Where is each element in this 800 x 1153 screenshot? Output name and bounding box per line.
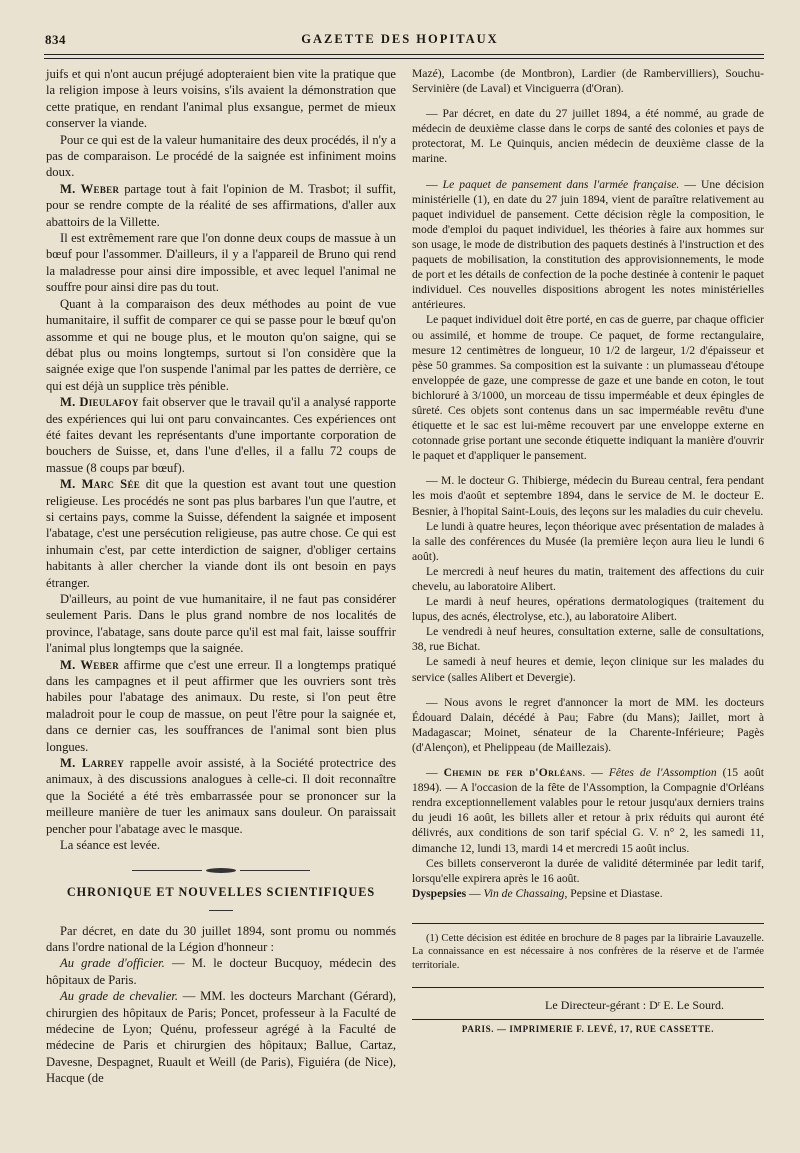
paragraph: [46, 476, 396, 591]
ornament-line: [132, 870, 202, 871]
paragraph: D'ailleurs, au point de vue humanitaire, il ne faut pas considérer seulement Paris. Dans le plus grand nombre de nos localités de province, l'abatage, sans doute parce qu'il est mal fait, laisse souffrir l'animal plus longtemps que la saignée.: [46, 592, 396, 656]
right-column: [412, 66, 764, 1034]
advertisement-line: [412, 886, 764, 901]
grade-label: Au grade d'officier.: [60, 956, 165, 971]
printer-rule: [412, 1019, 764, 1020]
speaker-name: M. Weber: [60, 181, 120, 196]
paragraph: Par décret, en date du 30 juillet 1894, sont promu ou nommés dans l'ordre national de la Légion d'honneur :: [46, 923, 396, 954]
paragraph-text: rappelle avoir assisté, à la Société protectrice des animaux, à des discussions analogues à celle-ci. Il doit reconnaître que la Société a été très embarrassée pour se prononcer sur la meilleure manière de tuer les animaux sans douleur. On paraissait pencher pour l'abatage avec le masque.: [46, 756, 396, 836]
paragraph: — Par décret, en date du 27 juillet 1894, a été nommé, au grade de médecin de deuxième classe dans le corps de santé des colonies et pays de protectorat, M. Le Quinquis, ancien médecin de deuxième classe de la marine.: [412, 107, 764, 166]
header-rule-thin: [44, 58, 764, 59]
speaker-name: M. Marc Sée: [60, 477, 141, 492]
paragraph: [46, 988, 396, 1086]
paragraph: — Le paquet de pansement dans l'armée française. — Une décision ministérielle (1), en date du 27 juin 1894, vient de paraître relativement au paquet individuel de pansement. Cette décision règle la composition, le mode d'emploi du paquet individuel, les théories à faire aux hommes sur son usage, le mode de distribution des paquets destinés à l'instruction et des paquets de mobilisation, la constitution des approvisionnements, le mode de port et les détails de confection de la poche destinée à contenir le paquet individuel. Ces nouvelles dispositions abrogent les notes ministérielles antérieures.: [412, 177, 764, 312]
separator: . —: [582, 766, 609, 780]
company-name: Chemin de fer d'Orléans: [443, 766, 583, 780]
paragraph: Le lundi à quatre heures, leçon théorique avec présentation de malades à la salle des conférences du Musée (la première leçon aura lieu le lundi 6 août).: [412, 519, 764, 563]
paragraph-text: partage tout à fait l'opinion de M. Trasbot; il suffit, pour se rendre compte de la réalité de ses affirmations, d'aller aux abattoirs de la Villette.: [46, 181, 396, 229]
paragraph-text: — MM. les docteurs Marchant (Gérard), chirurgien des hôpitaux de Paris; Poncet, professeur à la Faculté de médecine de Lyon; Quénu, professeur agrégé à la Faculté de médecine de Paris et chirurgien des hôpitaux; Ballue, Cartaz, Davesne, Despagnet, Ruault et Weill (de Paris), Figuiéra (de Nice), Hacque (de: [46, 989, 396, 1086]
heading-underline: [209, 910, 233, 911]
paragraph: [46, 955, 396, 988]
paragraph: Le paquet individuel doit être porté, en cas de guerre, par chaque officier ou assimilé, et homme de troupe. Ce paquet, de forme rectangulaire, mesure 12 centimètres de longueur, 10 1/2 de largeur, 1/2 d'épaisseur et pèse 50 grammes. Sa composition est la suivante : un plumasseau d'étoupe enveloppée de gaze, une compresse de gaze et une bande en coton, le tout bichloruré à 3/1000, un morceau de tissu imperméable et deux épingles de sûreté. Ces objets sont contenus dans un sac imperméable revêtu d'une étiquette et le sac est lui-même recouvert par une enveloppe externe en cotonnade grise portant une seconde étiquette indiquant la manière d'ouvrir le paquet et d'appliquer le pansement.: [412, 313, 764, 463]
paragraph: [46, 755, 396, 837]
paragraph: Le mercredi à neuf heures du matin, traitement des affections du cuir chevelu, au laboratoire Alibert.: [412, 564, 764, 593]
dash: —: [426, 766, 444, 780]
running-head: GAZETTE DES HOPITAUX: [301, 32, 499, 46]
ornament-center: [206, 868, 236, 873]
paragraph: Le mardi à neuf heures, opérations dermatologiques (traitement du lupus, des acnés, électrolyse, etc.), au laboratoire Alibert.: [412, 595, 764, 624]
news-title: Fêtes de l'Assomption: [608, 766, 717, 780]
separator: —: [466, 886, 484, 900]
paragraph-text: fait observer que le travail qu'il a analysé rapporte des expériences qui lui ont paru convaincantes. Ces expériences ont été faites devant les représentants d'une importante corporation de bouchers de Suisse, et, dans l'une d'elles, il a fallu 72 coups de massue (8 coups par bœuf).: [46, 395, 396, 475]
paragraph: [46, 657, 396, 755]
paragraph: [46, 181, 396, 230]
paragraph-text: dit que la question est avant tout une question religieuse. Les procédés ne sont pas plus barbares l'un que l'autre, et si certains pays, comme la Suisse, défendent la saignée et imposent l'abatage, c'est une persécution religieuse, pas autre chose. Ce qui est inhumain c'est, par cette interdiction de saigner, d'obliger certains habitants à aller chercher la viande dont ils ont besoin en pays étranger.: [46, 477, 396, 590]
session-closing: La séance est levée.: [60, 838, 160, 853]
paragraph: Pour ce qui est de la valeur humanitaire des deux procédés, il n'y a pas de comparaison. Le procédé de la saignée est infiniment moins doux.: [46, 132, 396, 180]
news-title: Le paquet de pansement dans l'armée française.: [442, 177, 680, 191]
footer-rule: [412, 987, 764, 988]
paragraph: — M. le docteur G. Thibierge, médecin du Bureau central, fera pendant les mois d'août et septembre 1894, dans le service de M. le docteur E. Besnier, à l'hopital Saint-Louis, des leçons sur les maladies du cuir chevelu.: [412, 474, 764, 518]
page-number: 834: [45, 32, 66, 47]
ornament-divider: [46, 868, 396, 873]
paragraph: Il est extrêmement rare que l'on donne deux coups de massue à un bœuf pour l'assommer. D'ailleurs, il y a l'appareil de Bruno qui rend la maladresse pour ainsi dire impossible, et avec lequel l'animal ne souffre pour ainsi dire pas du tout.: [46, 231, 396, 295]
section-heading: CHRONIQUE ET NOUVELLES SCIENTIFIQUES: [66, 884, 376, 899]
speaker-name: M. Weber: [60, 657, 120, 672]
paragraph: — Nous avons le regret d'annoncer la mort de MM. les docteurs Édouard Dalain, décédé à Pau; Fabre (du Mans); Jaillet, mort à Madagascar; Moinet, sénateur de la Charente-Inférieure; Pagès (d'Alençon), et Phelippeau (de Maillezais).: [412, 695, 764, 754]
footnote-rule: [412, 923, 764, 924]
paragraph-text: — Une décision ministérielle (1), en date du 27 juin 1894, vient de paraître relativement au paquet individuel de pansement. Cette décision règle la composition, le mode d'emploi du paquet individuel, les théories à faire aux hommes sur son usage, le mode de distribution des paquets destinés à l'instruction et des paquets de mobilisation, la constitution des approvisionnements, le mode de port et les détails de confection de la poche destinée à contenir le paquet individuel. Ces nouvelles dispositions abrogent les notes ministérielles antérieures.: [412, 177, 764, 312]
ad-text: , Pepsine et Diastase.: [564, 886, 663, 900]
paragraph: Le samedi à neuf heures et demie, leçon clinique sur les malades du service (salles Alibert et Devergie).: [412, 655, 764, 684]
speaker-name: M. Dieulafoy: [60, 395, 139, 410]
ad-product: Vin de Chassaing: [483, 886, 565, 900]
footnote: (1) Cette décision est éditée en brochure de 8 pages par la librairie Lavauzelle. La connaissance en est nécessaire à nos confrères de la réserve et de l'armée territoriale.: [412, 932, 764, 972]
paragraph: Ces billets conserveront la durée de validité déterminée par ledit tarif, lorsqu'elle expirera après le 16 août.: [412, 856, 764, 885]
ad-keyword: Dyspepsies: [412, 886, 467, 900]
director-signature: Le Directeur-gérant : Dʳ E. Le Sourd.: [545, 997, 724, 1012]
printer-imprint: PARIS. — IMPRIMERIE F. LEVÉ, 17, RUE CASSETTE.: [461, 1023, 715, 1034]
paragraph: [46, 394, 396, 476]
paragraph: [412, 765, 764, 856]
paragraph-text: affirme que c'est une erreur. Il a longtemps pratiqué dans les campagnes et il peut affirmer que les ouvriers sont très habiles pour l'abatage des animaux. Du reste, si l'on peut être maladroit pour le coup de massue, on peut l'être pour la saignée et, dans ce dernier cas, les souffrances de l'animal sont bien plus longues.: [46, 657, 396, 754]
ornament-line: [240, 870, 310, 871]
paragraph: Quant à la comparaison des deux méthodes au point de vue humanitaire, il suffit de comparer ce qui se passe pour le bœuf qu'on assomme et qui ne bouge plus, et le mouton qu'on saigne, qui se débat plus ou moins longtemps, surtout si l'on considère que la saignée exige que l'on suspende l'animal par les pattes de derrière, ce qui est déjà un supplice très pénible.: [46, 296, 396, 393]
paragraph: Mazé), Lacombe (de Montbron), Lardier (de Rambervilliers), Souchu-Servinière (de Laval) et Vinciguerra (d'Oran).: [412, 67, 764, 96]
speaker-name: M. Larrey: [60, 756, 125, 771]
paragraph-text: — M. le docteur Bucquoy, médecin des hôpitaux de Paris.: [46, 956, 396, 987]
left-column: [46, 66, 396, 1087]
header-rule-thick: [44, 54, 764, 55]
paragraph: juifs et qui n'ont aucun préjugé adopteraient bien vite la pratique que la religion impose à leurs voisins, s'ils avaient la démonstration que cette pratique, en rendant l'animal plus exsangue, permet de mieux conserver la viande.: [46, 67, 396, 131]
grade-label: Au grade de chevalier.: [60, 989, 179, 1004]
paragraph: Le vendredi à neuf heures, consultation externe, salle de consultations, 38, rue Bichat.: [412, 625, 764, 654]
paragraph-text: (15 août 1894). — A l'occasion de la fête de l'Assomption, la Compagnie d'Orléans rendra exceptionnellement valables pour le retour jusqu'aux derniers trains du jeudi 16 août, les billets aller et retour à prix réduits qui auront été délivrés, aux conditions de son tarif spécial G. V. n° 2, les samedi 11, dimanche 12, lundi 13, mardi 14 et mercredi 15 août inclus.: [412, 766, 764, 855]
